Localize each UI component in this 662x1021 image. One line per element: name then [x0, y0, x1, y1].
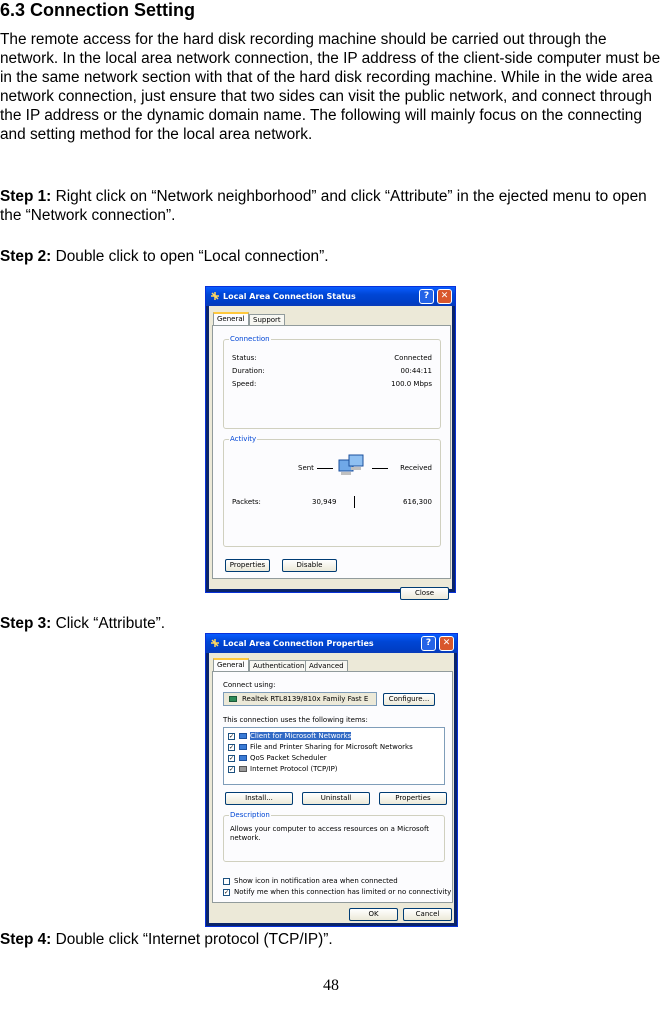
close-x-button[interactable]: ✕: [439, 636, 454, 651]
item-label: QoS Packet Scheduler: [250, 754, 327, 762]
step-1-label: Step 1:: [0, 188, 52, 205]
item-properties-button[interactable]: Properties: [379, 792, 447, 805]
network-icon: [210, 638, 220, 648]
disable-button[interactable]: Disable: [282, 559, 337, 572]
step-3-label: Step 3:: [0, 615, 52, 632]
tab-general[interactable]: General: [213, 312, 249, 325]
close-x-button[interactable]: ✕: [437, 289, 452, 304]
received-label: Received: [400, 464, 432, 472]
speed-label: Speed:: [232, 380, 257, 388]
packets-divider: [354, 496, 355, 508]
step-2-text: Double click to open “Local connection”.: [51, 248, 329, 265]
properties-button[interactable]: Properties: [225, 559, 270, 572]
cancel-button[interactable]: Cancel: [403, 908, 452, 921]
status-value: Connected: [394, 354, 432, 362]
uninstall-button[interactable]: Uninstall: [302, 792, 370, 805]
connection-group-label: Connection: [230, 335, 270, 343]
intro-paragraph: The remote access for the hard disk recording machine should be carried out through the network. In the local area network connection, the IP address of the client-side computer must be in the same network section with that of the hard disk recording machine. While in the wide area network connection, just ensure that two sides can visit the public network, and connect through the IP address or the dynamic domain name. The following will mainly focus on the connecting and setting method for the local area network.: [0, 31, 661, 143]
step-2: [0, 247, 662, 266]
properties-panel: [212, 671, 453, 903]
activity-group: [223, 435, 441, 547]
activity-group-label: Activity: [230, 435, 257, 443]
status-label: Status:: [232, 354, 257, 362]
list-item[interactable]: [228, 743, 442, 752]
connection-group: [223, 335, 441, 429]
items-list[interactable]: [223, 727, 445, 785]
show-icon-checkbox[interactable]: [223, 878, 230, 885]
list-item[interactable]: [228, 754, 442, 763]
properties-client: [209, 653, 454, 923]
tab-general[interactable]: General: [213, 658, 249, 671]
help-button[interactable]: ?: [421, 636, 436, 651]
item-label: Client for Microsoft Networks: [250, 732, 352, 740]
packets-label: Packets:: [232, 498, 261, 506]
adapter-name: Realtek RTL8139/810x Family Fast E: [242, 695, 369, 703]
step-4-text: Double click “Internet protocol (TCP/IP)”.: [51, 931, 333, 948]
step-2-label: Step 2:: [0, 248, 52, 265]
step-4: [0, 930, 662, 949]
scheduler-icon: [239, 755, 247, 761]
item-label: File and Printer Sharing for Microsoft Networks: [250, 743, 413, 751]
sharing-icon: [239, 744, 247, 750]
sent-line: [317, 468, 333, 469]
computers-icon: [337, 452, 367, 482]
step-4-label: Step 4:: [0, 931, 52, 948]
list-item[interactable]: [228, 765, 442, 774]
status-panel: [212, 325, 451, 579]
protocol-icon: [239, 766, 247, 772]
step-1-text: Right click on “Network neighborhood” and click “Attribute” in the ejected menu to open the “Network connection”.: [0, 188, 647, 224]
sent-label: Sent: [298, 464, 314, 472]
status-window-screenshot: [205, 286, 456, 597]
status-client: [209, 306, 452, 597]
close-button[interactable]: Close: [400, 587, 449, 600]
packets-sent: 30,949: [312, 498, 337, 506]
properties-window-screenshot: [205, 633, 458, 927]
page-number: 48: [323, 977, 339, 994]
item-checkbox[interactable]: ✓: [229, 755, 235, 762]
item-checkbox[interactable]: ✓: [229, 766, 235, 773]
section-heading: 6.3 Connection Setting: [0, 0, 196, 20]
configure-button[interactable]: Configure...: [383, 693, 435, 706]
items-label: This connection uses the following items:: [223, 716, 368, 724]
item-checkbox[interactable]: ✓: [229, 744, 235, 751]
notify-label: Notify me when this connection has limited or no connectivity: [234, 888, 452, 896]
show-icon-label: Show icon in notification area when connected: [234, 877, 398, 885]
duration-label: Duration:: [232, 367, 265, 375]
description-group-label: Description: [230, 811, 270, 819]
list-item[interactable]: [228, 732, 442, 741]
status-title: Local Area Connection Status: [223, 292, 356, 301]
packets-received: 616,300: [403, 498, 432, 506]
properties-title: Local Area Connection Properties: [223, 639, 374, 648]
description-group: [223, 811, 445, 862]
help-button[interactable]: ?: [419, 289, 434, 304]
connect-using-label: Connect using:: [223, 681, 276, 689]
speed-value: 100.0 Mbps: [391, 380, 432, 388]
item-label: Internet Protocol (TCP/IP): [250, 765, 338, 773]
step-1: [0, 187, 662, 225]
status-titlebar: [206, 287, 455, 306]
item-checkbox[interactable]: ✓: [229, 733, 235, 740]
step-3-text: Click “Attribute”.: [51, 615, 166, 632]
client-icon: [239, 733, 247, 739]
install-button[interactable]: Install...: [225, 792, 293, 805]
network-icon: [210, 291, 220, 301]
tab-support[interactable]: Support: [249, 314, 285, 325]
tab-advanced[interactable]: Advanced: [305, 660, 348, 671]
network-card-icon: [229, 696, 237, 702]
duration-value: 00:44:11: [400, 367, 432, 375]
adapter-box: [223, 692, 377, 706]
properties-titlebar: [206, 634, 457, 653]
received-line: [372, 468, 388, 469]
ok-button[interactable]: OK: [349, 908, 398, 921]
notify-checkbox[interactable]: ✓: [224, 889, 230, 896]
step-3: [0, 614, 200, 633]
tab-authentication[interactable]: Authentication: [249, 660, 308, 671]
description-text: Allows your computer to access resources on a Microsoft network.: [230, 825, 430, 842]
